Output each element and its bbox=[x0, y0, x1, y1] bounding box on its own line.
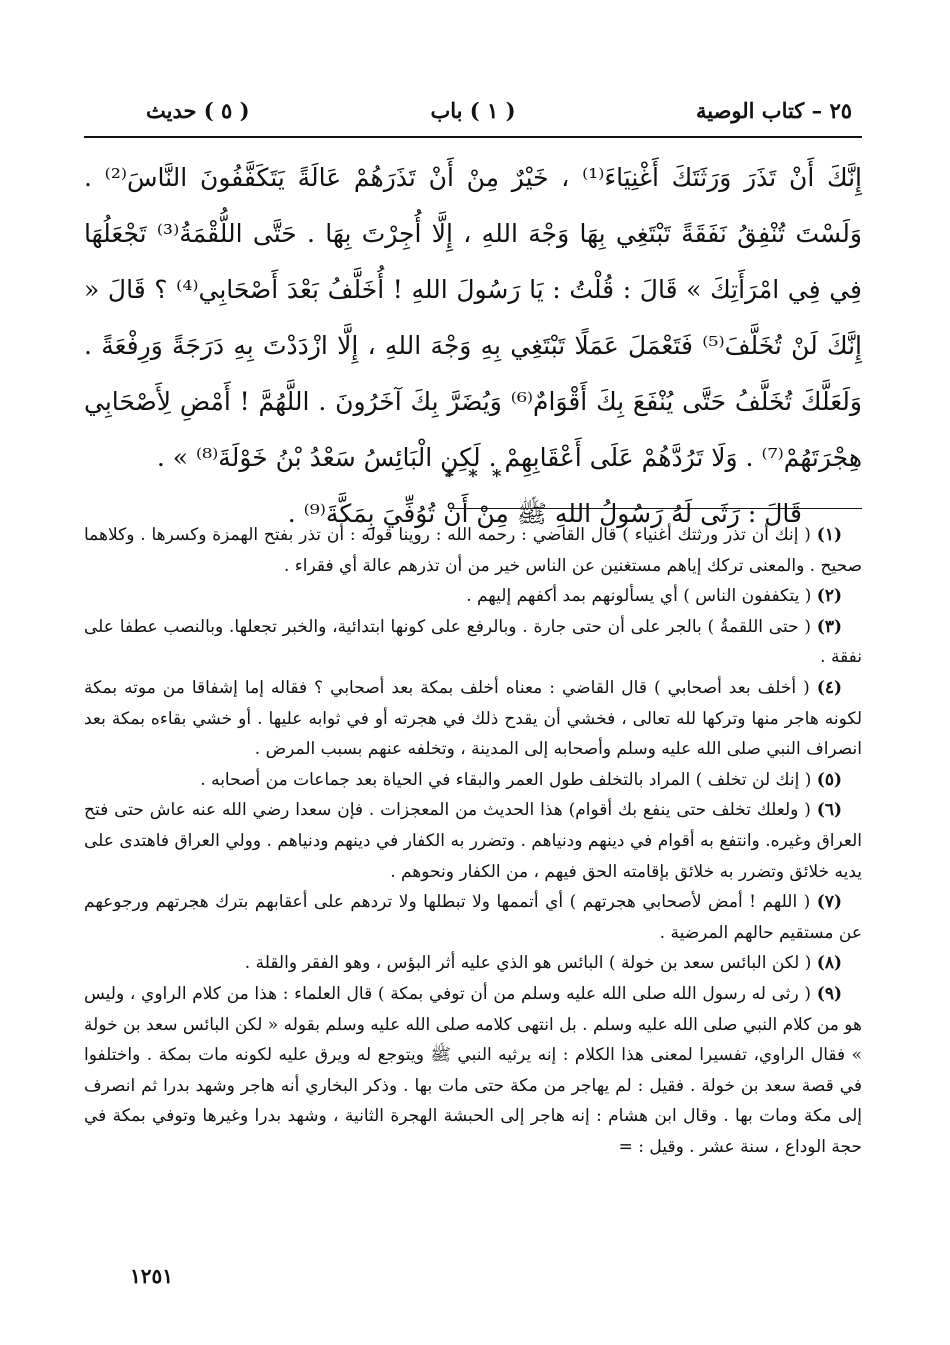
hadith-label: ( ٥ ) حديث bbox=[146, 98, 250, 123]
hadith-paragraph: إِنَّكَ أَنْ تَذَرَ وَرَثَتَكَ أَغْنِيَاءَ⁽¹⁾ ، خَيْرٌ مِنْ أَنْ تَذَرَهُمْ عَالَةً يَتَكَفَّفُونَ النَّاسَ⁽²⁾ . وَلَسْتَ تُنْفِقُ نَفَقَةً تَبْتَغِي بِهَا وَجْهَ اللهِ ، إِلَّا أُجِرْتَ بِهَا . حَتَّى اللُّقْمَةُ⁽³⁾ تَجْعَلُهَا فِي فِي امْرَأَتِكَ » قَالَ : قُلْتُ : يَا رَسُولَ اللهِ ! أُخَلَّفُ بَعْدَ أَصْحَابِي⁽⁴⁾ ؟ قَالَ « إِنَّكَ لَنْ تُخَلَّفَ⁽⁵⁾ فَتَعْمَلَ عَمَلًا تَبْتَغِي بِهِ وَجْهَ اللهِ ، إِلَّا ازْدَدْتَ بِهِ دَرَجَةً وَرِفْعَةً . وَلَعَلَّكَ تُخَلَّفُ حَتَّى يُنْفَعَ بِكَ أَقْوَامٌ⁽⁶⁾ وَيُضَرَّ بِكَ آخَرُونَ . اللَّهُمَّ ! أَمْضِ لِأَصْحَابِي هِجْرَتَهُمْ⁽⁷⁾ . وَلَا تَرُدَّهُمْ عَلَى أَعْقَابِهِمْ . لَكِنِ الْبَائِسُ سَعْدُ بْنُ خَوْلَةَ⁽⁸⁾ » . bbox=[84, 163, 863, 472]
footnote: (٢) ( يتكففون الناس ) أي يسألونهم بمد أكفهم إليهم . bbox=[466, 586, 842, 607]
footnote: (٨) ( لكن البائس سعد بن خولة ) البائس هو الذي عليه أثر البؤس ، وهو الفقر والقلة . bbox=[244, 953, 842, 974]
footnote: (٧) ( اللهم ! أمض لأصحابي هجرتهم ) أي أتممها ولا تبطلها ولا تردهم على أعقابهم بترك هجرتهم ورجوعهم عن مستقيم حالهم المرضية . bbox=[84, 892, 862, 943]
running-header bbox=[84, 92, 862, 132]
book-title: ٢٥ – كتاب الوصية bbox=[695, 98, 852, 123]
footnote: (٤) ( أخلف بعد أصحابي ) قال القاضي : معناه أخلف بمكة بعد أصحابي ؟ فقاله إما إشفاقا من موته بمكة لكونه هاجر منها وتركها لله تعالى ، فخشي أن يقدح ذلك في هجرته أو في ثوابه عليها . أو خشي بقاءه بمكة بعد انصراف النبي صلى الله عليه وسلم وأصحابه إلى المدينة ، وتخلفه عنهم بسبب المرض . bbox=[84, 677, 862, 760]
footnote: (٣) ( حتى اللقمةُ ) بالجر على أن حتى جارة . وبالرفع على كونها ابتدائية، والخبر تجعلها. وبالنصب عطفا على نفقة . bbox=[84, 616, 862, 668]
chapter-label: ( ١ ) باب bbox=[430, 98, 516, 123]
section-separator: * * * bbox=[444, 466, 506, 487]
header-rule bbox=[84, 136, 862, 138]
hadith-paragraph-closing: قَالَ : رَثَى لَهُ رَسُولُ اللهِ ﷺ مِنْ أَنْ تُوُفِّيَ بِمَكَّةَ⁽⁹⁾ . bbox=[287, 499, 802, 528]
footnote-rule bbox=[450, 508, 862, 509]
footnotes bbox=[84, 520, 862, 1162]
footnote: (٩) ( رثى له رسول الله صلى الله عليه وسلم من أن توفي بمكة ) قال العلماء : هذا من كلام الراوي ، وليس هو من كلام النبي صلى الله عليه وسلم . بل انتهى كلامه صلى الله عليه وسلم بقوله « لكن البائس سعد بن خولة » فقال الراوي، تفسيرا لمعنى هذا الكلام : إنه يرثيه النبي ﷺ ويتوجع له ويرق عليه لكونه مات بمكة . واختلفوا في قصة سعد بن خولة . فقيل : لم يهاجر من مكة حتى مات بها . وذكر البخاري أنه هاجر وشهد بدرا ثم انصرف إلى مكة ومات بها . وقال ابن هشام : إنه هاجر إلى الحبشة الهجرة الثانية ، وشهد بدرا وغيرها وتوفي بمكة في حجة الوداع ، سنة عشر . وقيل : = bbox=[84, 983, 862, 1157]
footnote: (٥) ( إنك لن تخلف ) المراد بالتخلف طول العمر والبقاء في الحياة بعد جماعات من أصحابه . bbox=[200, 769, 842, 790]
footnote: (١) ( إنك أن تذر ورثتك أغنياء ) قال القاضي : رحمه الله : روينا قوله : أن تذر بفتح الهمزة وكسرها . وكلاهما صحيح . والمعنى تركك إياهم مستغنين عن الناس خير من أن تذرهم عالة أي فقراء . bbox=[84, 525, 862, 576]
footnote: (٦) ( ولعلك تخلف حتى ينفع بك أقوام) هذا الحديث من المعجزات . فإن سعدا رضي الله عنه عاش حتى فتح العراق وغيره. وانتفع به أقوام في دينهم ودنياهم . وتضرر به الكفار في دينهم ودنياهم . وولي العراق فاهتدى على يديه خلائق وتضرر به خلائق بإقامته الحق فيهم ، من الكفار ونحوهم . bbox=[84, 800, 862, 882]
page-number: ١٢٥١ bbox=[130, 1264, 173, 1288]
